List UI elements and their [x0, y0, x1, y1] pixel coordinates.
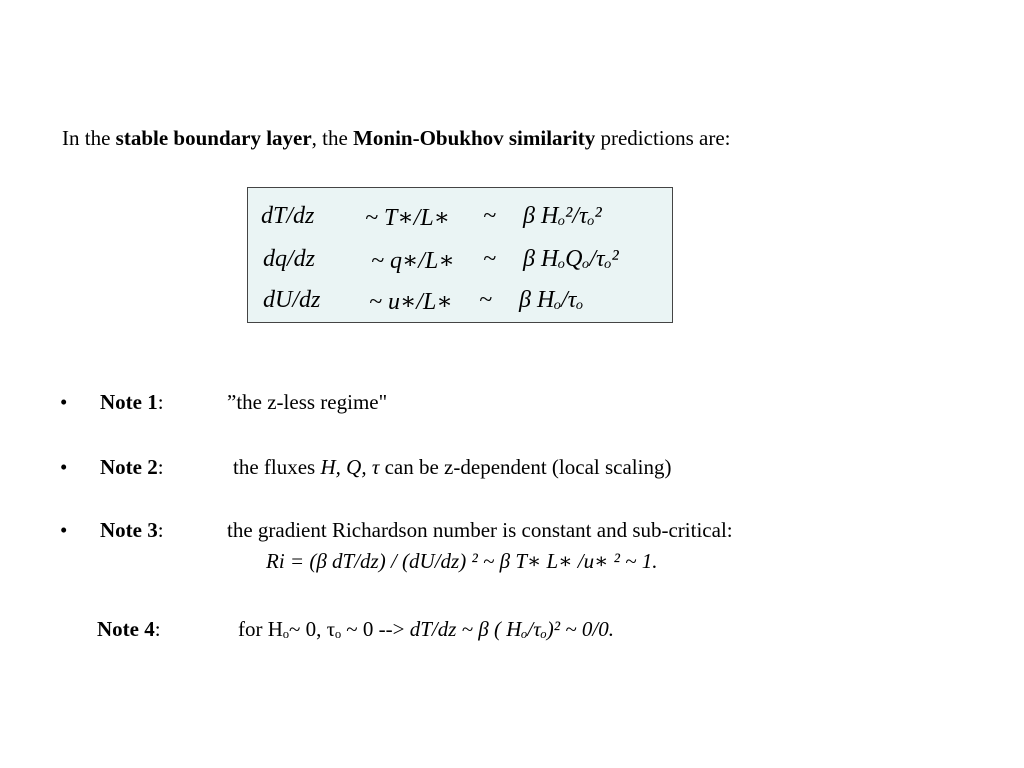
note-2-bullet: • [60, 455, 68, 479]
note-1-bullet: • [60, 390, 68, 414]
note-4-label-text: Note 4 [97, 617, 155, 641]
intro-bold-2: Monin-Obukhov similarity [353, 126, 596, 150]
eq3-tilde: ~ [479, 287, 492, 313]
note-1-label [100, 390, 164, 415]
eq1-lhs: dT/dz [261, 203, 315, 229]
eq3-mid: ~ u∗/L∗ [369, 289, 453, 315]
note-2-text-c: can be z-dependent (local scaling) [379, 455, 672, 479]
note-3-text: the gradient Richardson number is constant and sub-critical: [227, 518, 733, 542]
eq1-mid: ~ T∗/L∗ [365, 205, 450, 231]
note-2-colon: : [157, 455, 164, 479]
richardson-formula: Ri = (β dT/dz) / (dU/dz) ² ~ β T∗ L∗ /u∗ ² ~ 1. [266, 549, 658, 573]
note-3-label-text: Note 3 [100, 518, 158, 542]
note-3-label [100, 518, 164, 543]
note-3-colon: : [157, 518, 164, 542]
note-2-text-a: the fluxes [233, 455, 321, 479]
intro-bold-1: stable boundary layer [115, 126, 312, 150]
note-2-label [100, 455, 164, 480]
note-4-label [97, 617, 161, 642]
note-3-bullet: • [60, 518, 68, 542]
note-4-text-b: dT/dz ~ β ( Hₒ/τₒ)² ~ 0/0. [409, 617, 614, 641]
note-1-colon: : [157, 390, 164, 414]
eq2-rhs: β HₒQₒ/τₒ² [523, 246, 619, 272]
eq2-tilde: ~ [483, 246, 496, 272]
note-2-label-text: Note 2 [100, 455, 158, 479]
note-2-text-b: H, Q, τ [320, 455, 380, 479]
intro-sentence [62, 126, 731, 151]
note-1-label-text: Note 1 [100, 390, 158, 414]
note-1-text: ”the z-less regime" [227, 390, 388, 414]
intro-text-2: , the [311, 126, 354, 150]
note-2-text [233, 455, 671, 480]
eq1-tilde: ~ [483, 203, 496, 229]
intro-text-3: predictions are: [595, 126, 731, 150]
eq3-lhs: dU/dz [263, 287, 321, 313]
note-4-text-a: for Hₒ~ 0, τₒ ~ 0 --> [238, 617, 410, 641]
eq2-mid: ~ q∗/L∗ [371, 248, 455, 274]
intro-text-1: In the [62, 126, 116, 150]
eq3-rhs: β Hₒ/τₒ [519, 287, 584, 313]
note-4-text [238, 617, 614, 642]
note-4-colon: : [154, 617, 161, 641]
equation-box [247, 187, 673, 323]
eq1-rhs: β Hₒ²/τₒ² [523, 203, 602, 229]
eq2-lhs: dq/dz [263, 246, 316, 272]
